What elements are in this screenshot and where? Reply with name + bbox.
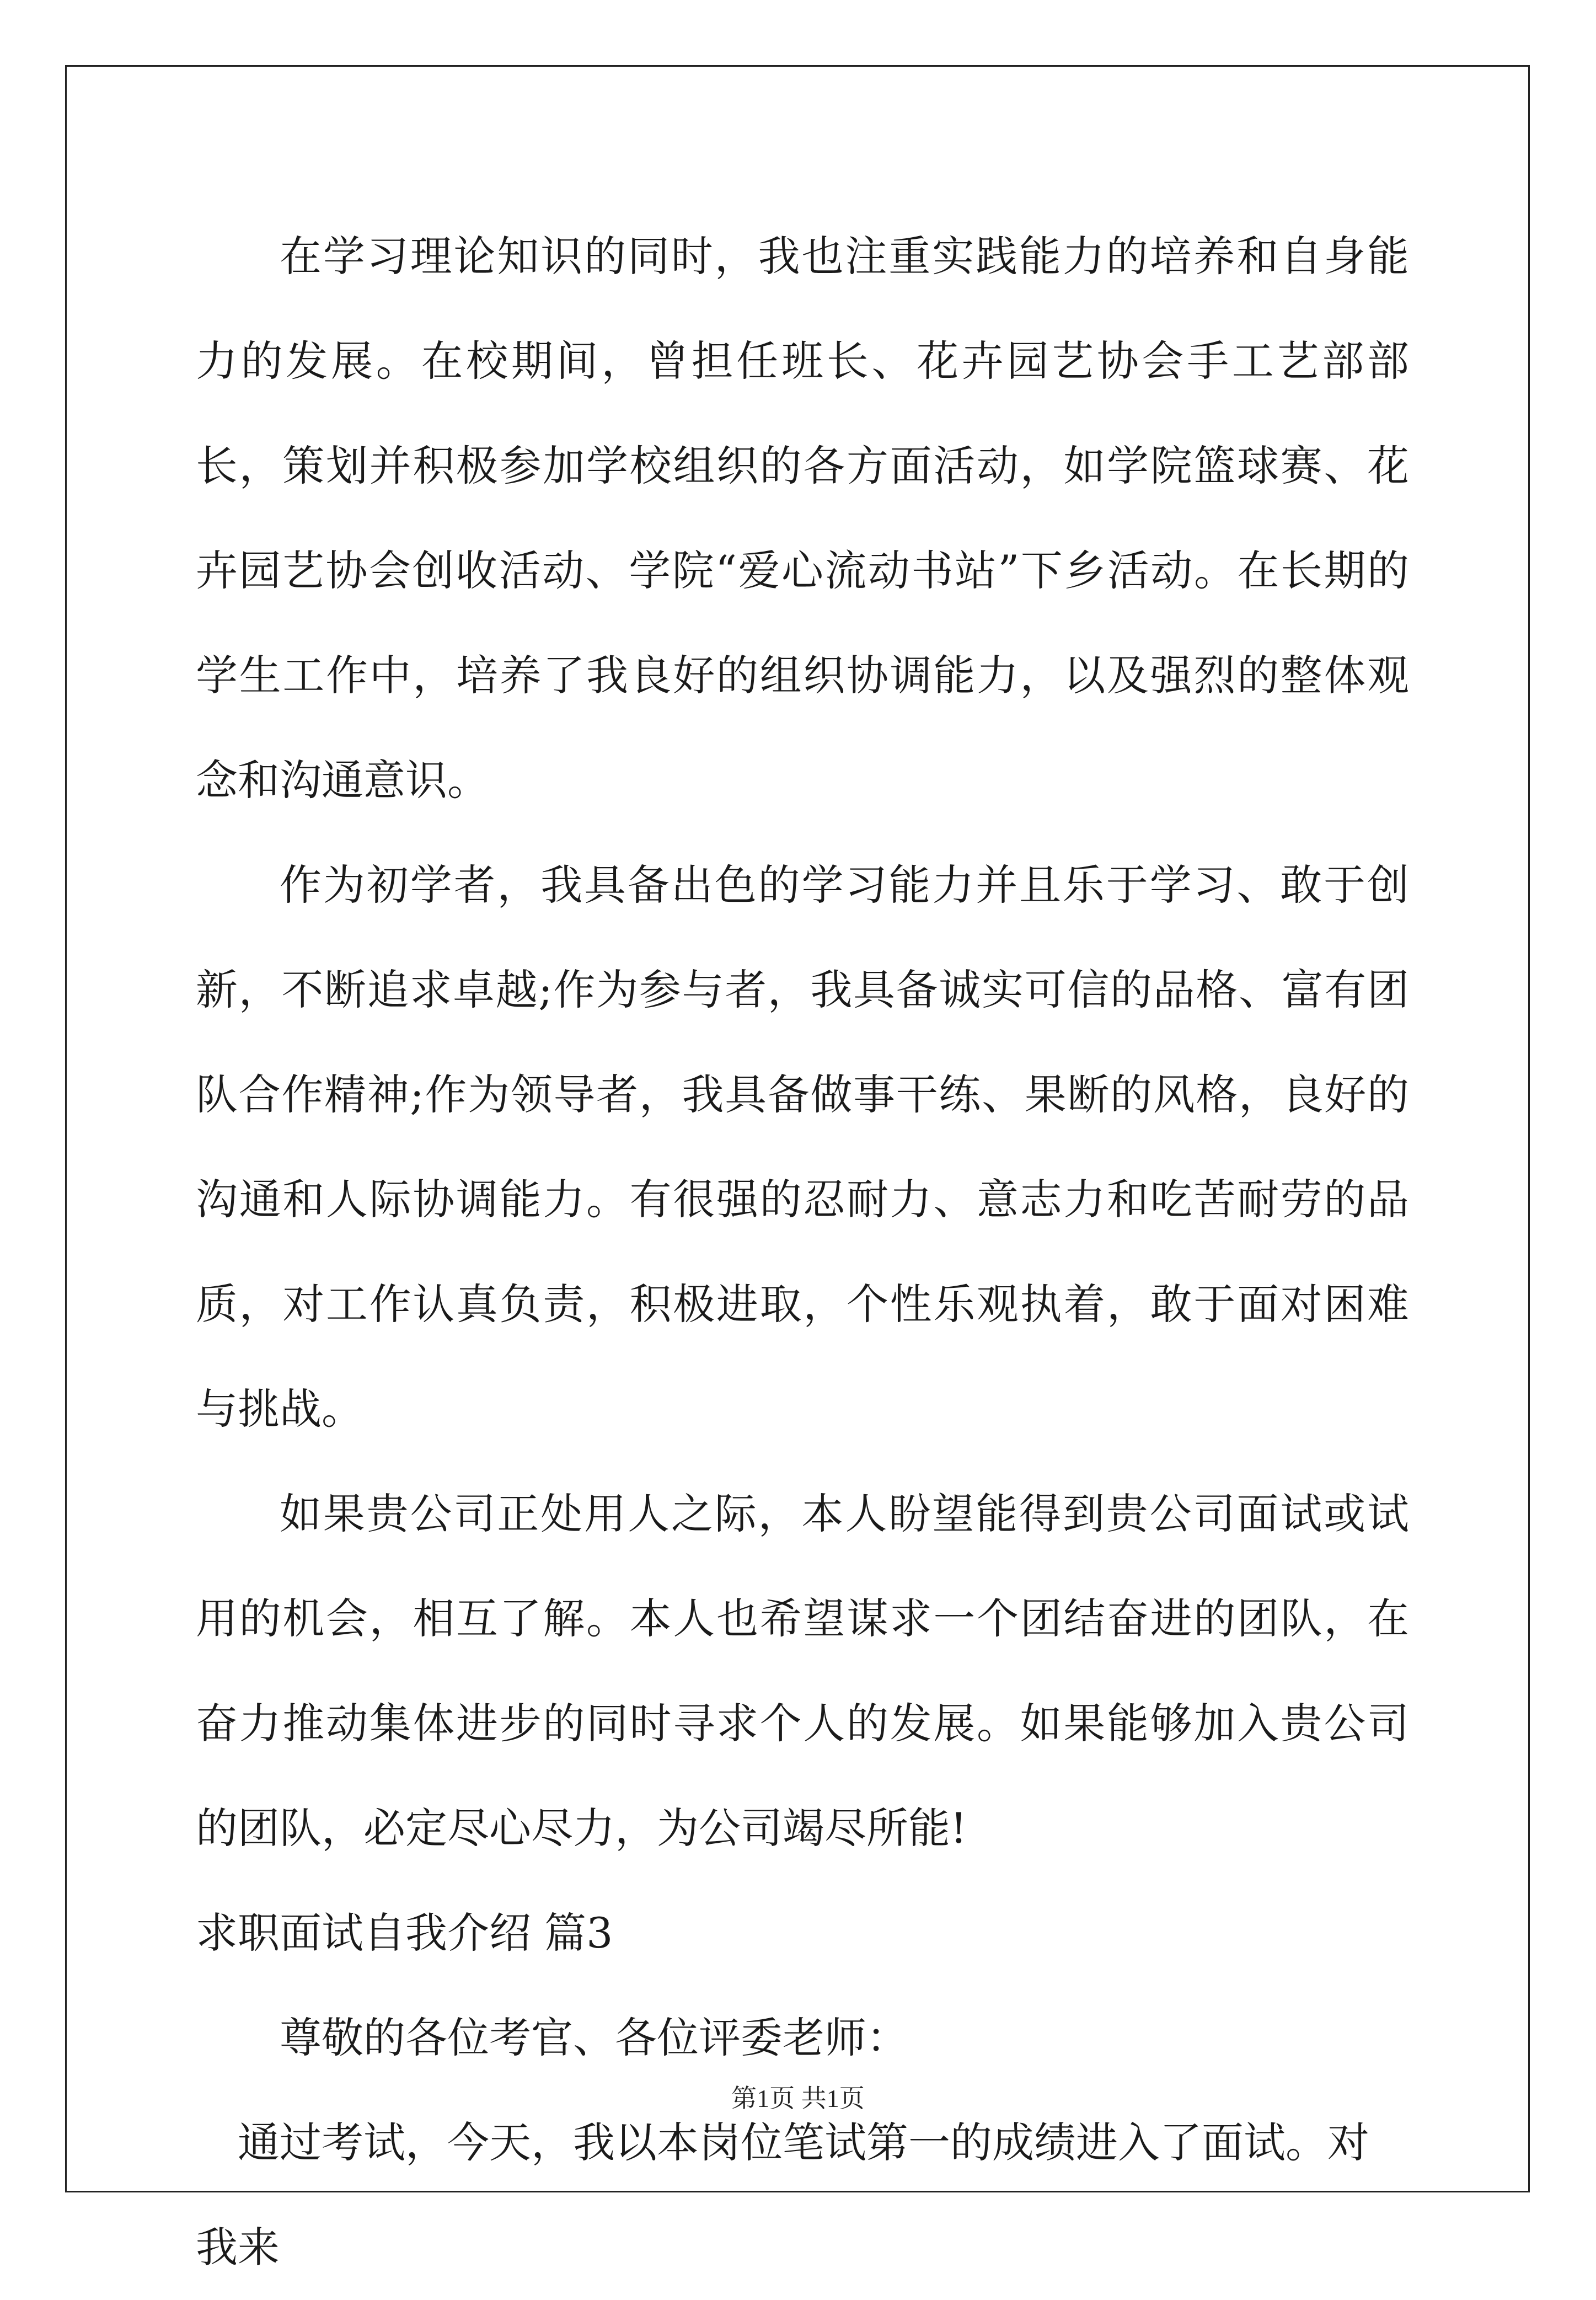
- section-heading: 求职面试自我介绍 篇3: [196, 1908, 613, 1957]
- paragraph-practice: 在学习理论知识的同时，我也注重实践能力的培养和自身能力的发展。在校期间，曾担任班长、花卉园艺协会手工艺部部长，策划并积极参加学校组织的各方面活动，如学院篮球赛、花卉园艺协会创收活动、学院“爱心流动书站”下乡活动。在长期的学生工作中，培养了我良好的组织协调能力，以及强烈的整体观念和沟通意识。: [196, 232, 1409, 805]
- intro-line: 通过考试，今天，我以本岗位笔试第一的成绩进入了面试。对我来: [196, 2118, 1369, 2272]
- salutation: 尊敬的各位考官、各位评委老师：: [280, 2013, 908, 2062]
- paragraph-abilities: 作为初学者，我具备出色的学习能力并且乐于学习、敢于创新，不断追求卓越;作为参与者，我具备诚实可信的品格、富有团队合作精神;作为领导者，我具备做事干练、果断的风格，良好的沟通和人际协调能力。有很强的忍耐力、意志力和吃苦耐劳的品质，对工作认真负责，积极进取，个性乐观执着，敢于面对困难与挑战。: [196, 860, 1409, 1434]
- document-body: [196, 204, 1409, 2300]
- paragraph-closing: 如果贵公司正处用人之际，本人盼望能得到贵公司面试或试用的机会，相互了解。本人也希望谋求一个团结奋进的团队，在奋力推动集体进步的同时寻求个人的发展。如果能够加入贵公司的团队，必定尽心尽力，为公司竭尽所能!: [196, 1489, 1409, 1853]
- page-footer: 第1页 共1页: [731, 2084, 865, 2112]
